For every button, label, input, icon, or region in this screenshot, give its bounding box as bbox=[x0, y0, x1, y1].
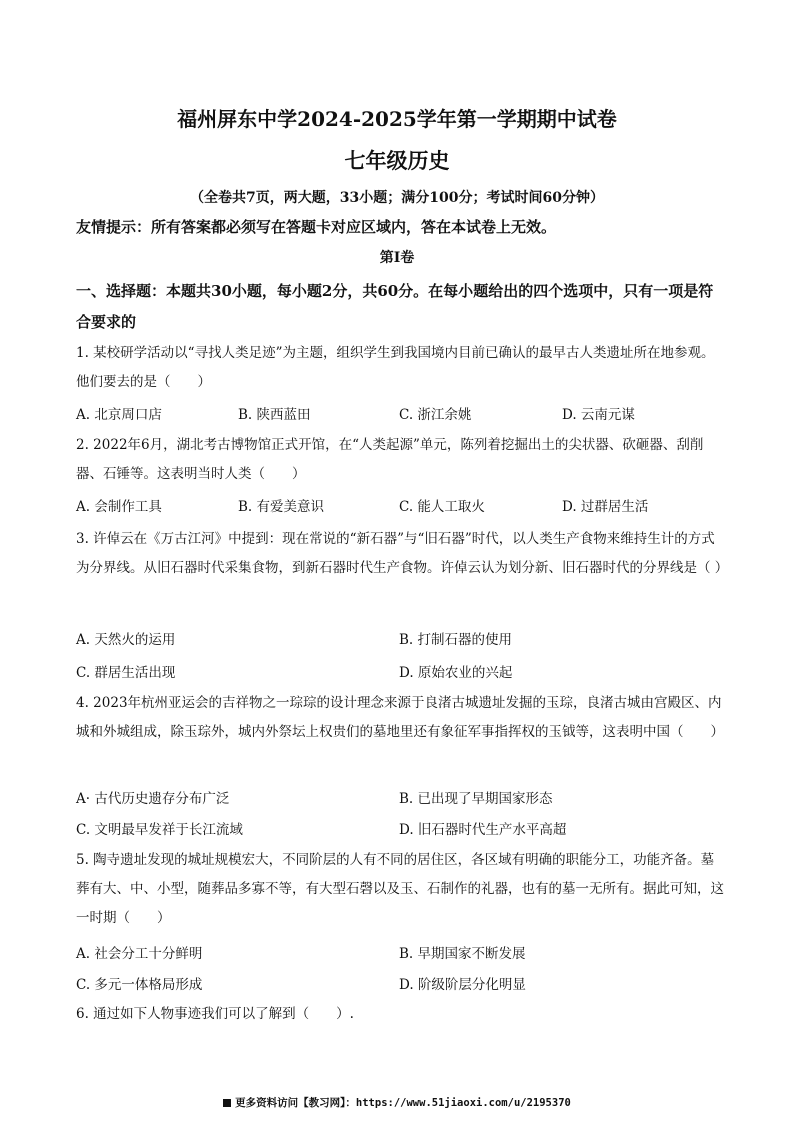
question-1-options bbox=[76, 403, 736, 425]
q1-option-c: C. 浙江余姚 bbox=[399, 407, 472, 423]
question-3-options-row1 bbox=[76, 628, 736, 650]
q2-option-c: C. 能人工取火 bbox=[399, 499, 485, 515]
q4-option-d: D. 旧石器时代生产水平高超 bbox=[399, 822, 567, 838]
q3-option-c: C. 群居生活出现 bbox=[76, 665, 176, 681]
exam-title: 福州屏东中学2024-2025学年第一学期期中试卷 bbox=[177, 107, 617, 131]
q4-option-c: C. 文明最早发祥于长江流域 bbox=[76, 822, 243, 838]
exam-subject: 七年级历史 bbox=[344, 148, 450, 173]
q3-option-d: D. 原始农业的兴起 bbox=[399, 665, 513, 681]
q3-option-a: A. 天然火的运用 bbox=[76, 632, 176, 648]
q3-option-b: B. 打制石器的使用 bbox=[399, 632, 513, 648]
section-heading: 一、选择题：本题共30小题，每小题2分，共60分。在每小题给出的四个选项中，只有一项是符合要求的 bbox=[76, 282, 714, 331]
question-5-stem: 5. 陶寺遗址发现的城址规模宏大，不同阶层的人有不同的居住区，各区域有明确的职能分工，功能齐备。墓葬有大、中、小型，随葬品多寡不等，有大型石磬以及玉、石制作的礼器，也有的墓一无所有。据此可知，这一时期（ ） bbox=[76, 852, 724, 926]
question-6-stem: 6. 通过如下人物事迹我们可以了解到（ ）. bbox=[76, 1006, 354, 1022]
question-2-stem: 2. 2022年6月，湖北考古博物馆正式开馆，在“人类起源”单元，陈列着挖掘出土的尖状器、砍砸器、刮削器、石锤等。这表明当时人类（ ） bbox=[76, 437, 704, 482]
q5-option-c: C. 多元一体格局形成 bbox=[76, 977, 203, 993]
question-3-options-row2 bbox=[76, 661, 736, 683]
q5-option-d: D. 阶级阶层分化明显 bbox=[399, 977, 526, 993]
question-4-options-row2 bbox=[76, 818, 736, 840]
question-2-options bbox=[76, 495, 736, 517]
question-3-stem: 3. 许倬云在《万古江河》中提到：现在常说的“新石器”与“旧石器”时代，以人类生产食物来维持生计的方式为分界线。从旧石器时代采集食物，到新石器时代生产食物。许倬云认为划分新、旧石器时代的分界线是（ ） bbox=[76, 531, 729, 576]
q5-option-b: B. 早期国家不断发展 bbox=[399, 946, 526, 962]
q2-option-b: B. 有爱美意识 bbox=[238, 499, 325, 515]
q1-option-d: D. 云南元谋 bbox=[562, 407, 635, 423]
question-4-stem: 4. 2023年杭州亚运会的吉祥物之一琮琮的设计理念来源于良渚古城遗址发掘的玉琮，良渚古城由宫殿区、内城和外城组成，除玉琮外，城内外祭坛上权贵们的墓地里还有象征军事指挥权的玉钺等，这表明中国（ ） bbox=[76, 695, 724, 740]
q1-option-a: A. 北京周口店 bbox=[76, 407, 162, 423]
friendly-reminder: 友情提示：所有答案都必须写在答题卡对应区域内，答在本试卷上无效。 bbox=[76, 218, 557, 236]
volume-heading: 第Ⅰ卷 bbox=[379, 250, 415, 266]
question-4-options-row1 bbox=[76, 787, 736, 809]
q4-option-b: B. 已出现了早期国家形态 bbox=[399, 791, 553, 807]
flag-icon bbox=[223, 1099, 231, 1107]
q5-option-a: A. 社会分工十分鲜明 bbox=[76, 946, 203, 962]
question-5-options-row2 bbox=[76, 973, 736, 995]
q4-option-a: A· 古代历史遗存分布广泛 bbox=[76, 791, 230, 807]
question-1-stem: 1. 某校研学活动以“寻找人类足迹”为主题，组织学生到我国境内目前已确认的最早古人类遗址所在地参观。他们要去的是（ ） bbox=[76, 345, 715, 390]
footer-link-text[interactable]: 更多资料访问【教习网】：https://www.51jiaoxi.com/u/2195370 bbox=[235, 1097, 571, 1109]
question-5-options-row1 bbox=[76, 942, 736, 964]
q2-option-a: A. 会制作工具 bbox=[76, 499, 162, 515]
page-footer bbox=[0, 1095, 794, 1110]
q2-option-d: D. 过群居生活 bbox=[562, 499, 649, 515]
q1-option-b: B. 陕西蓝田 bbox=[238, 407, 311, 423]
exam-info: （全卷共7页，两大题，33小题；满分100分；考试时间60分钟） bbox=[190, 190, 604, 206]
